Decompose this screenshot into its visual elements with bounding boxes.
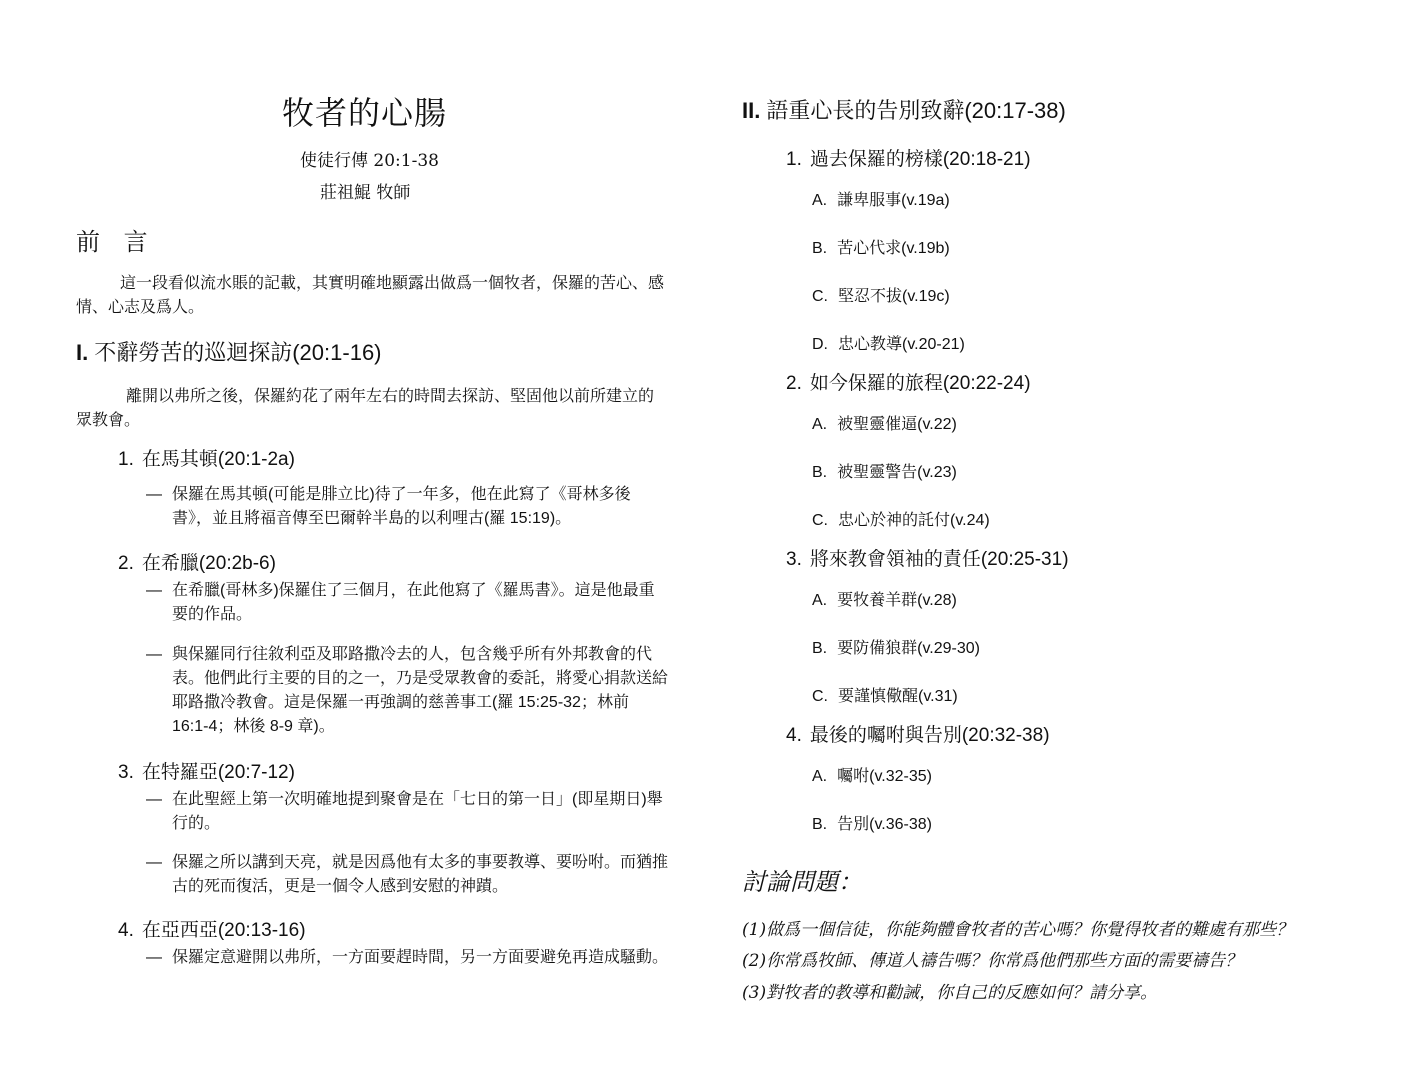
item-letter: B. — [812, 816, 828, 833]
subsection-number: 2. — [786, 373, 802, 394]
item-letter: A. — [812, 192, 828, 209]
item-letter: C. — [812, 512, 828, 529]
dash-marker: — — [146, 582, 162, 599]
item-text: 要牧養羊群(v.28) — [837, 592, 957, 609]
bullet-text: 保羅之所以講到天亮，就是因爲他有太多的事要教導、要吩咐。而猶推古的死而復活，更是一個令人感到安慰的神蹟。 — [172, 854, 669, 895]
subsection-number: 1. — [118, 449, 134, 470]
bullet-item — [146, 851, 669, 899]
item-text: 要防備狼群(v.29-30) — [837, 640, 980, 657]
item-text: 忠心教導(v.20-21) — [838, 336, 965, 353]
section-2-title: 語重心長的告別致辭(20:17-38) — [766, 98, 1066, 123]
dash-marker: — — [146, 854, 162, 871]
section-2-heading — [742, 94, 1066, 125]
subsection-1-3-heading — [118, 757, 295, 784]
scripture-reference: 使徒行傳 20:1-38 — [300, 151, 439, 171]
outline-item — [812, 811, 932, 834]
outline-item — [812, 235, 950, 258]
outline-item — [812, 187, 950, 210]
outline-item — [812, 763, 932, 786]
discussion-question: (1)做爲一個信徒，你能夠體會牧者的苦心嗎？你覺得牧者的難處有那些？ — [742, 920, 1294, 940]
item-letter: D. — [812, 336, 828, 353]
subsection-2-1-heading — [786, 144, 1031, 171]
subsection-title: 在希臘(20:2b-6) — [141, 553, 276, 574]
subsection-1-1-heading — [118, 444, 295, 471]
bullet-text: 保羅在馬其頓(可能是腓立比)待了一年多，他在此寫了《哥林多後書》，並且將福音傳至巴爾幹半島的以利哩古(羅 15:19)。 — [172, 486, 631, 527]
subsection-title: 在馬其頓(20:1-2a) — [141, 449, 295, 470]
outline-item — [812, 411, 957, 434]
section-2-number: II. — [742, 98, 761, 123]
subsection-number: 1. — [786, 149, 802, 170]
item-letter: A. — [812, 592, 828, 609]
dash-marker: — — [146, 791, 162, 808]
outline-item — [812, 507, 990, 530]
section-1-heading — [76, 336, 382, 367]
bullet-text: 與保羅同行往敘利亞及耶路撒冷去的人，包含幾乎所有外邦教會的代表。他們此行主要的目的之一，乃是受眾教會的委託，將愛心捐款送給耶路撒冷教會。這是保羅一再強調的慈善事工(羅 15:25-32；林前 16:1-4；林後 8-9 章)。 — [172, 646, 669, 735]
discussion-heading: 討論問題： — [742, 868, 862, 896]
discussion-question: (2)你常爲牧師、傳道人禱告嗎？你常爲他們那些方面的需要禱告？ — [742, 951, 1243, 971]
subsection-title: 將來教會領袖的責任(20:25-31) — [809, 549, 1069, 570]
subsection-number: 3. — [786, 549, 802, 570]
outline-item — [812, 635, 980, 658]
section-1-title: 不辭勞苦的巡迴探訪(20:1-16) — [94, 340, 382, 365]
subsection-title: 最後的囑咐與告別(20:32-38) — [809, 725, 1050, 746]
subsection-1-4-heading — [118, 915, 306, 942]
subsection-title: 過去保羅的榜樣(20:18-21) — [809, 149, 1031, 170]
subsection-2-2-heading — [786, 368, 1031, 395]
subsection-number: 3. — [118, 762, 134, 783]
bullet-item — [146, 788, 668, 836]
dash-marker: — — [146, 646, 162, 663]
item-letter: C. — [812, 688, 828, 705]
bullet-item — [146, 946, 669, 970]
subsection-1-2-heading — [118, 548, 276, 575]
bullet-text: 在希臘(哥林多)保羅住了三個月，在此他寫了《羅馬書》。這是他最重要的作品。 — [172, 582, 655, 623]
outline-item — [812, 459, 957, 482]
item-letter: A. — [812, 416, 828, 433]
item-letter: A. — [812, 768, 828, 785]
item-text: 被聖靈催逼(v.22) — [837, 416, 957, 433]
bullet-item — [146, 643, 669, 739]
item-text: 謙卑服事(v.19a) — [837, 192, 950, 209]
subsection-number: 4. — [118, 920, 134, 941]
item-text: 忠心於神的託付(v.24) — [838, 512, 990, 529]
intro-paragraph: 這一段看似流水賬的記載，其實明確地顯露出做爲一個牧者，保羅的苦心、感情、心志及爲人。 — [76, 275, 665, 316]
outline-item — [812, 587, 957, 610]
item-letter: B. — [812, 640, 828, 657]
item-text: 被聖靈警告(v.23) — [837, 464, 957, 481]
subsection-2-4-heading — [786, 720, 1050, 747]
author-name: 莊祖鯤 牧師 — [320, 183, 411, 203]
dash-marker: — — [146, 949, 162, 966]
item-letter: C. — [812, 288, 828, 305]
bullet-item — [146, 579, 668, 627]
bullet-text: 在此聖經上第一次明確地提到聚會是在「七日的第一日」(即星期日)舉行的。 — [172, 791, 663, 832]
item-text: 要謹慎儆醒(v.31) — [838, 688, 958, 705]
section-1-number: I. — [76, 340, 89, 365]
subsection-number: 2. — [118, 553, 134, 574]
dash-marker: — — [146, 486, 162, 503]
item-text: 囑咐(v.32-35) — [837, 768, 932, 785]
discussion-question: (3)對牧者的教導和勸誡，你自己的反應如何？請分享。 — [742, 983, 1158, 1003]
item-text: 苦心代求(v.19b) — [837, 240, 950, 257]
subsection-2-3-heading — [786, 544, 1069, 571]
section-1-paragraph: 離開以弗所之後，保羅約花了兩年左右的時間去探訪、堅固他以前所建立的眾教會。 — [76, 388, 655, 429]
item-letter: B. — [812, 464, 828, 481]
subsection-title: 如今保羅的旅程(20:22-24) — [809, 373, 1031, 394]
item-text: 堅忍不拔(v.19c) — [838, 288, 950, 305]
bullet-item — [146, 483, 668, 531]
item-text: 告別(v.36-38) — [837, 816, 932, 833]
subsection-title: 在亞西亞(20:13-16) — [141, 920, 306, 941]
page-title: 牧者的心腸 — [282, 94, 448, 132]
outline-item — [812, 683, 958, 706]
bullet-text: 保羅定意避開以弗所，一方面要趕時間，另一方面要避免再造成騷動。 — [172, 949, 669, 966]
subsection-title: 在特羅亞(20:7-12) — [141, 762, 295, 783]
item-letter: B. — [812, 240, 828, 257]
intro-heading: 前 言 — [76, 228, 156, 256]
outline-item — [812, 283, 950, 306]
outline-item — [812, 331, 965, 354]
subsection-number: 4. — [786, 725, 802, 746]
